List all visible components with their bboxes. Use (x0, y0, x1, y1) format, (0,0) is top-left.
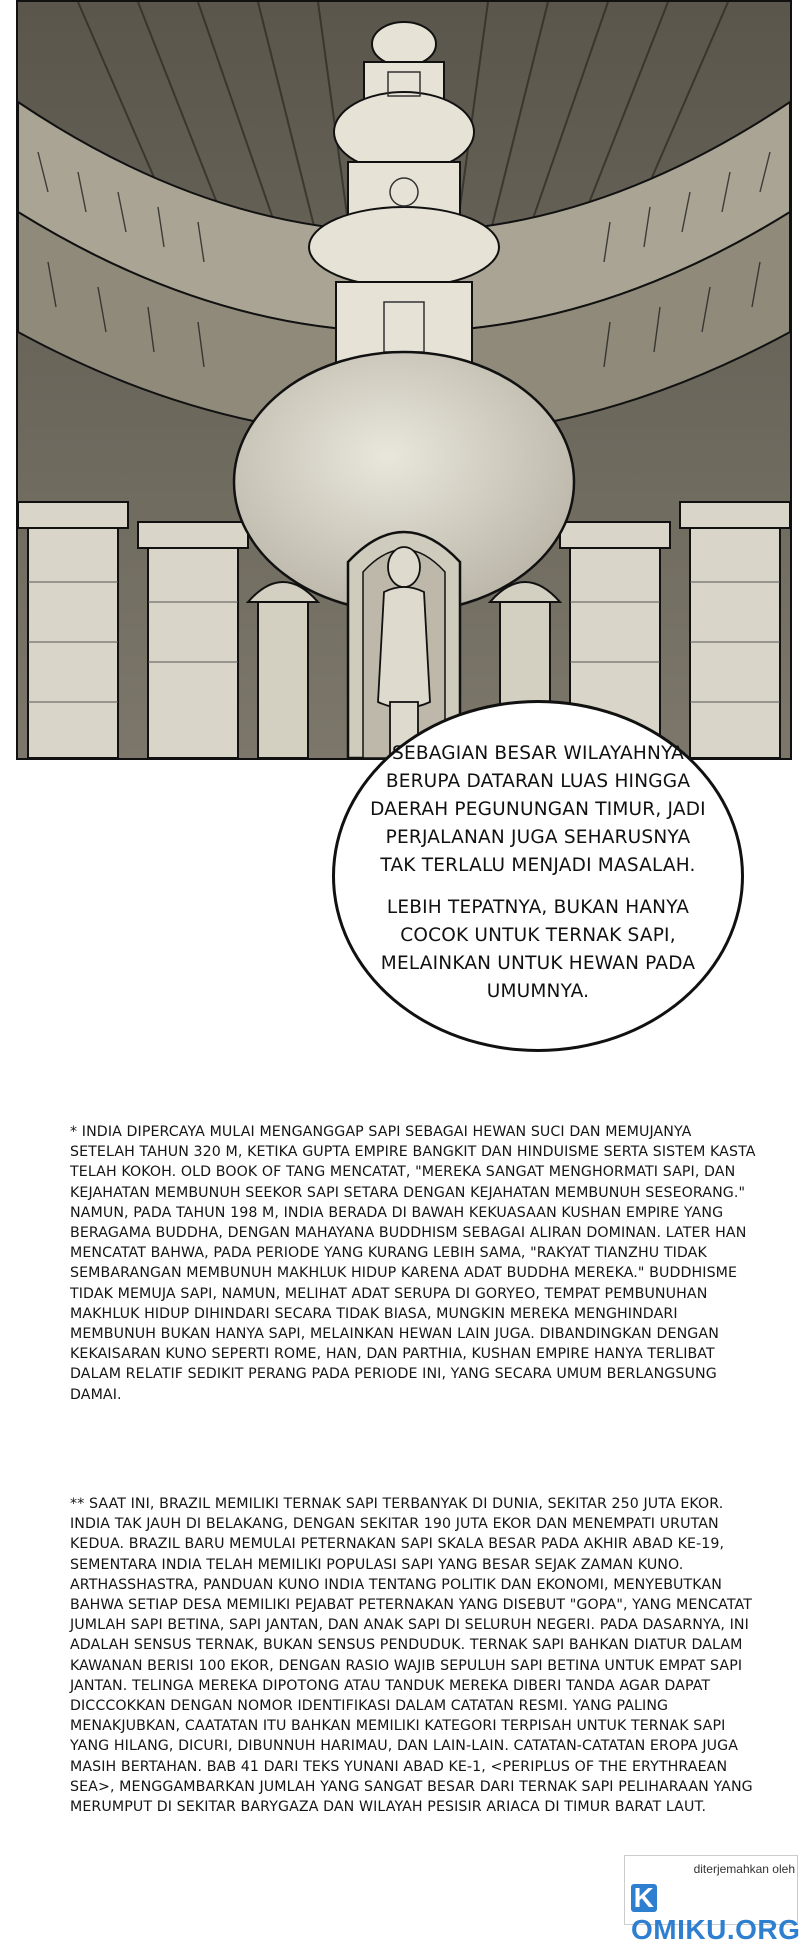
bubble-paragraph-2: LEBIH TEPATNYA, BUKAN HANYA COCOK UNTUK TERNAK SAPI, MELAINKAN UNTUK HEWAN PADA UMUMNYA. (380, 897, 696, 1002)
watermark-logo-text: OMIKU.ORG (631, 1914, 801, 1945)
translator-note-1: * INDIA DIPERCAYA MULAI MENGANGGAP SAPI SEBAGAI HEWAN SUCI DAN MEMUJANYA SETELAH TAHUN 320 M, KETIKA GUPTA EMPIRE BANGKIT DAN HINDUISME SERTA SISTEM KASTA TELAH KOKOH. OLD BOOK OF TANG MENCATAT, "MEREKA SANGAT MENGHORMATI SAPI, DAN KEJAHATAN MEMBUNUH SEEKOR SAPI SETARA DENGAN KEJAHATAN MEMBUNUH SESEORANG." NAMUN, PADA TAHUN 198 M, INDIA BERADA DI BAWAH KEKUASAAN KUSHAN EMPIRE YANG BERAGAMA BUDDHA, DENGAN MAHAYANA BUDDHISM SEBAGAI ALIRAN DOMINAN. LATER HAN MENCATAT BAHWA, PADA PERIODE YANG KURANG LEBIH SAMA, "RAKYAT TIANZHU TIDAK SEMBARANGAN MEMBUNUH MAKHLUK HIDUP KARENA ADAT BUDDHA MEREKA." BUDDHISME TIDAK MEMUJA SAPI, NAMUN, MELIHAT ADAT SERUPA DI GORYEO, TEMPAT PEMBUNUHAN MAKHLUK HIDUP DIHINDARI SECARA TIDAK BIASA, MUNGKIN MEREKA MENGHINDARI MEMBUNUH BUKAN HANYA SAPI, MELAINKAN HEWAN LAIN JUGA. DIBANDINGKAN DENGAN KEKAISARAN KUNO SEPERTI ROME, HAN, DAN PARTHIA, KUSHAN EMPIRE HANYA TERLIBAT DALAM RELATIF SEDIKIT PERANG PADA PERIODE INI, YANG SECARA UMUM BERLANGSUNG DAMAI. (70, 1124, 756, 1403)
bubble-paragraph-1: SEBAGIAN BESAR WILAYAHNYA BERUPA DATARAN LUAS HINGGA DAERAH PEGUNUNGAN TIMUR, JADI PERJALANAN JUGA SEHARUSNYA TAK TERLALU MENJADI MASALAH. (370, 743, 706, 876)
watermark-caption: diterjemahkan oleh (693, 1862, 795, 1876)
watermark-logo-initial: K (631, 1884, 657, 1912)
temple-illustration (18, 2, 790, 758)
speech-bubble-text (370, 740, 706, 1020)
temple-illustration-panel (16, 0, 792, 760)
watermark-logo (631, 1882, 800, 1946)
watermark (624, 1855, 801, 1945)
translator-note-2: ** SAAT INI, BRAZIL MEMILIKI TERNAK SAPI TERBANYAK DI DUNIA, SEKITAR 250 JUTA EKOR. INDIA TAK JAUH DI BELAKANG, DENGAN SEKITAR 190 JUTA EKOR DAN MENEMPATI URUTAN KEDUA. BRAZIL BARU MEMULAI PETERNAKAN SAPI SKALA BESAR PADA AKHIR ABAD KE-19, SEMENTARA INDIA TELAH MEMILIKI POPULASI SAPI YANG BESAR SEJAK ZAMAN KUNO. ARTHASSHASTRA, PANDUAN KUNO INDIA TENTANG POLITIK DAN EKONOMI, MENYEBUTKAN BAHWA SETIAP DESA MEMILIKI PEJABAT PETERNAKAN YANG DISEBUT "GOPA", YANG MENCATAT JUMLAH SAPI BETINA, SAPI JANTAN, DAN ANAK SAPI DI SELURUH NEGERI. PADA DASARNYA, INI ADALAH SENSUS TERNAK, BUKAN SENSUS PENDUDUK. TERNAK SAPI BAHKAN DIATUR DALAM KAWANAN BERISI 100 EKOR, DENGAN RASIO WAJIB SEPULUH SAPI BETINA UNTUK EMPAT SAPI JANTAN. TELINGA MEREKA DIPOTONG ATAU TANDUK MEREKA DIBERI TANDA AGAR DAPAT DICCCOKKAN DENGAN NOMOR IDENTIFIKASI DALAM CATATAN RESMI. YANG PALING MENAKJUBKAN, CAATATAN ITU BAHKAN MEMILIKI KATEGORI TERPISAH UNTUK TERNAK SAPI YANG HILANG, DICURI, DIBUNNUH HARIMAU, DAN LAIN-LAIN. CATATAN-CATATAN EROPA JUGA MASIH BERTAHAN. BAB 41 DARI TEKS YUNANI ABAD KE-1, <PERIPLUS OF THE ERYTHRAEAN SEA>, MENGGAMBARKAN JUMLAH YANG SANGAT BESAR DARI TERNAK SAPI PELIHARAAN YANG MERUMPUT DI SEKITAR BARYGAZA DAN WILAYAH PESISIR ARIACA DI TIMUR BARAT LAUT. (70, 1496, 753, 1816)
